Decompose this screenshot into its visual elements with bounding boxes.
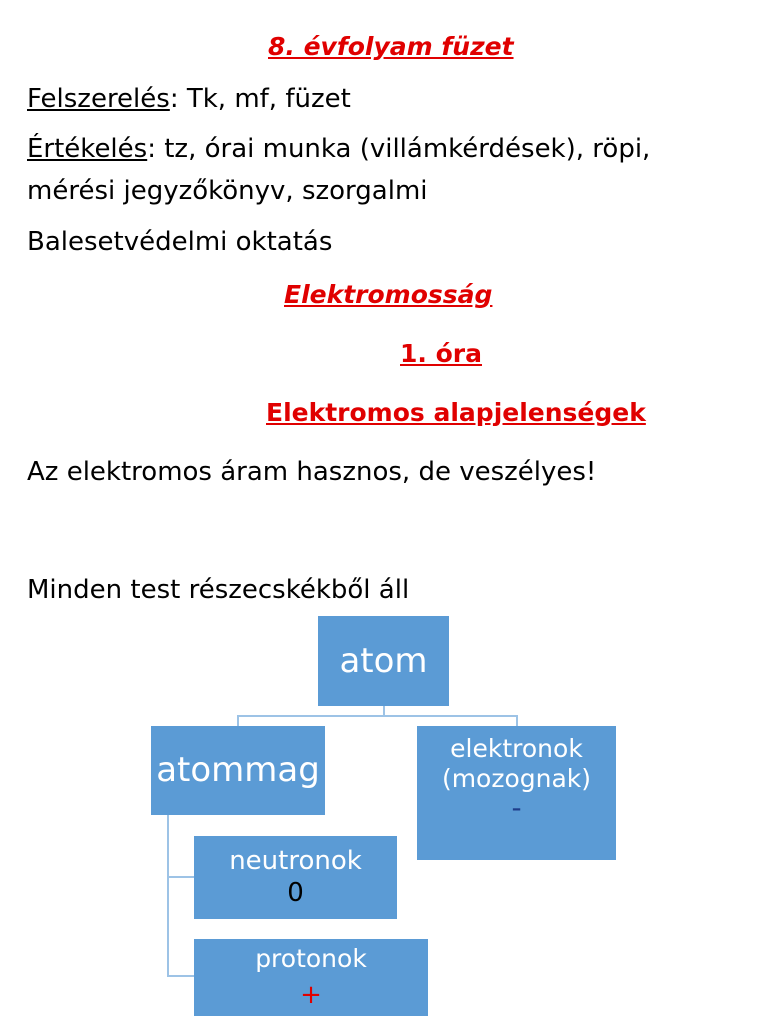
nucleus-label: atommag bbox=[156, 750, 320, 791]
statement-line: Az elektromos áram hasznos, de veszélyes! bbox=[27, 457, 597, 487]
safety-line: Balesetvédelmi oktatás bbox=[27, 227, 333, 257]
atom-label: atom bbox=[339, 640, 428, 681]
protons-label: protonok bbox=[255, 943, 367, 973]
connector-protons bbox=[167, 975, 194, 977]
evaluation-line-cont: mérési jegyzőkönyv, szorgalmi bbox=[27, 176, 428, 206]
electrons-box bbox=[417, 726, 616, 860]
equipment-label: Felszerelés bbox=[27, 84, 170, 114]
evaluation-value: : tz, órai munka (villámkérdések), röpi, bbox=[147, 134, 651, 164]
lesson-number: 1. óra bbox=[400, 339, 482, 368]
electrons-charge: - bbox=[511, 791, 522, 824]
nucleus-box bbox=[151, 726, 325, 815]
evaluation-line bbox=[27, 134, 650, 164]
topic-title: Elektromosság bbox=[284, 280, 493, 309]
connector-nucleus-trunk bbox=[167, 814, 169, 977]
evaluation-label: Értékelés bbox=[27, 134, 148, 164]
neutrons-charge: 0 bbox=[287, 877, 304, 908]
protons-box bbox=[194, 939, 428, 1016]
equipment-line bbox=[27, 84, 351, 114]
connector-horizontal bbox=[237, 715, 518, 717]
electrons-label-line2: (mozognak) bbox=[441, 764, 592, 793]
connector-neutrons bbox=[167, 876, 194, 878]
lesson-title: Elektromos alapjelenségek bbox=[266, 398, 646, 427]
page-title: 8. évfolyam füzet bbox=[268, 32, 514, 61]
particles-line: Minden test részecskékből áll bbox=[27, 575, 410, 605]
neutrons-box bbox=[194, 836, 397, 919]
atom-box bbox=[318, 616, 449, 706]
neutrons-label: neutronok bbox=[229, 846, 362, 877]
equipment-value: : Tk, mf, füzet bbox=[169, 84, 351, 114]
electrons-label-line1: elektronok bbox=[450, 734, 583, 763]
protons-charge: + bbox=[300, 979, 322, 1010]
